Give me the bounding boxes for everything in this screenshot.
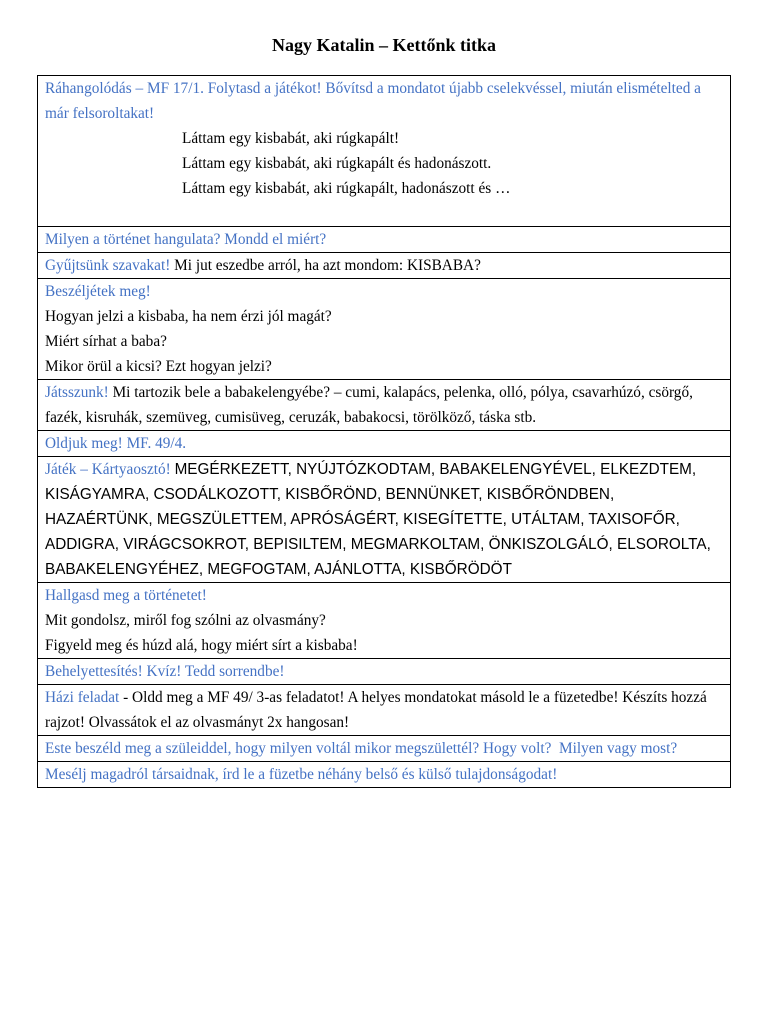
cards-heading: Játék – Kártyaosztó! (45, 461, 171, 478)
row-about-me (38, 762, 731, 788)
cell-warmup (38, 76, 731, 227)
cards-paragraph (45, 457, 723, 582)
cards-word-list: MEGÉRKEZETT, NYÚJTÓZKODTAM, BABAKELENGYÉVEL, ELKEZDTEM, KISÁGYAMRA, CSODÁLKOZOTT, KISBŐRÖND, BENNÜNKET, KISBŐRÖNDBEN, HAZAÉRTÜNK, MEGSZÜLETTEM, APRÓSÁGÉRT, KISEGÍTETTE, UTÁLTAM, TAXISOFŐR, ADDIGRA, VIRÁGCSOKROT, BEPISILTEM, MEGMARKOLTAM, ÖNKISZOLGÁLÓ, ELSOROLTA, BABAKELENGYÉHEZ, MEGFOGTAM, AJÁNLOTTA, KISBŐRÖDÖT (45, 461, 711, 578)
play-paragraph (45, 380, 723, 430)
row-evening (38, 736, 731, 762)
evening-question: Este beszéld meg a szüleiddel, hogy milyen voltál mikor megszülettél? Hogy volt? Milyen vagy most? (45, 740, 678, 757)
row-play (38, 380, 731, 431)
play-text: Mi tartozik bele a babakelengyébe? – cumi, kalapács, pelenka, olló, pólya, csavarhúzó, csörgő, fazék, kisruhák, szemüveg, cumisüveg, ceruzák, babakocsi, törölköző, táska stb. (45, 384, 693, 426)
row-discuss (38, 279, 731, 380)
words-text: Mi jut eszedbe arról, ha azt mondom: KISBABA? (174, 257, 481, 274)
discuss-question-3: Mikor örül a kicsi? Ezt hogyan jelzi? (45, 358, 272, 375)
discuss-question-1: Hogyan jelzi a kisbaba, ha nem érzi jól magát? (45, 308, 332, 325)
cell-quiz (38, 659, 731, 685)
cell-about-me (38, 762, 731, 788)
homework-text: - Oldd meg a MF 49/ 3-as feladatot! A helyes mondatokat másold le a füzetedbe! Készíts hozzá rajzot! Olvassátok el az olvasmányt 2x hangosan! (45, 689, 707, 731)
lesson-plan-table (37, 75, 731, 788)
row-cards (38, 457, 731, 583)
listen-question-2: Figyeld meg és húzd alá, hogy miért sírt a kisbaba! (45, 637, 358, 654)
blank-line (45, 201, 723, 226)
listen-question-1: Mit gondolsz, miről fog szólni az olvasmány? (45, 612, 326, 629)
cell-mood (38, 227, 731, 253)
cell-solve (38, 431, 731, 457)
discuss-heading: Beszéljétek meg! (45, 283, 151, 300)
cell-words (38, 253, 731, 279)
warmup-instruction: Ráhangolódás – MF 17/1. Folytasd a játékot! Bővítsd a mondatot újabb cselekvéssel, miután elismételted a már felsoroltakat! (45, 80, 701, 122)
document-title: Nagy Katalin – Kettőnk titka (271, 35, 496, 55)
listen-heading: Hallgasd meg a történetet! (45, 587, 207, 604)
words-line (45, 253, 723, 278)
row-homework (38, 685, 731, 736)
cell-discuss (38, 279, 731, 380)
cell-listen (38, 583, 731, 659)
row-warmup (38, 76, 731, 227)
row-listen (38, 583, 731, 659)
warmup-example-2: Láttam egy kisbabát, aki rúgkapált és hadonászott. (182, 155, 492, 172)
quiz-heading: Behelyettesítés! Kvíz! Tedd sorrendbe! (45, 663, 285, 680)
warmup-example-1: Láttam egy kisbabát, aki rúgkapált! (182, 130, 400, 147)
about-me-task: Mesélj magadról társaidnak, írd le a füzetbe néhány belső és külső tulajdonságodat! (45, 766, 558, 783)
cell-play (38, 380, 731, 431)
warmup-example-3: Láttam egy kisbabát, aki rúgkapált, hadonászott és … (182, 180, 511, 197)
cell-cards (38, 457, 731, 583)
homework-heading: Házi feladat (45, 689, 120, 706)
row-solve (38, 431, 731, 457)
row-quiz (38, 659, 731, 685)
row-mood (38, 227, 731, 253)
row-words (38, 253, 731, 279)
solve-heading: Oldjuk meg! MF. 49/4. (45, 435, 187, 452)
homework-paragraph (45, 685, 723, 735)
mood-question: Milyen a történet hangulata? Mondd el miért? (45, 231, 327, 248)
play-heading: Játsszunk! (45, 384, 109, 401)
words-heading: Gyűjtsünk szavakat! (45, 257, 171, 274)
cell-evening (38, 736, 731, 762)
lesson-plan-body (38, 76, 731, 788)
evening-paragraph (45, 736, 723, 761)
cell-homework (38, 685, 731, 736)
discuss-question-2: Miért sírhat a baba? (45, 333, 167, 350)
